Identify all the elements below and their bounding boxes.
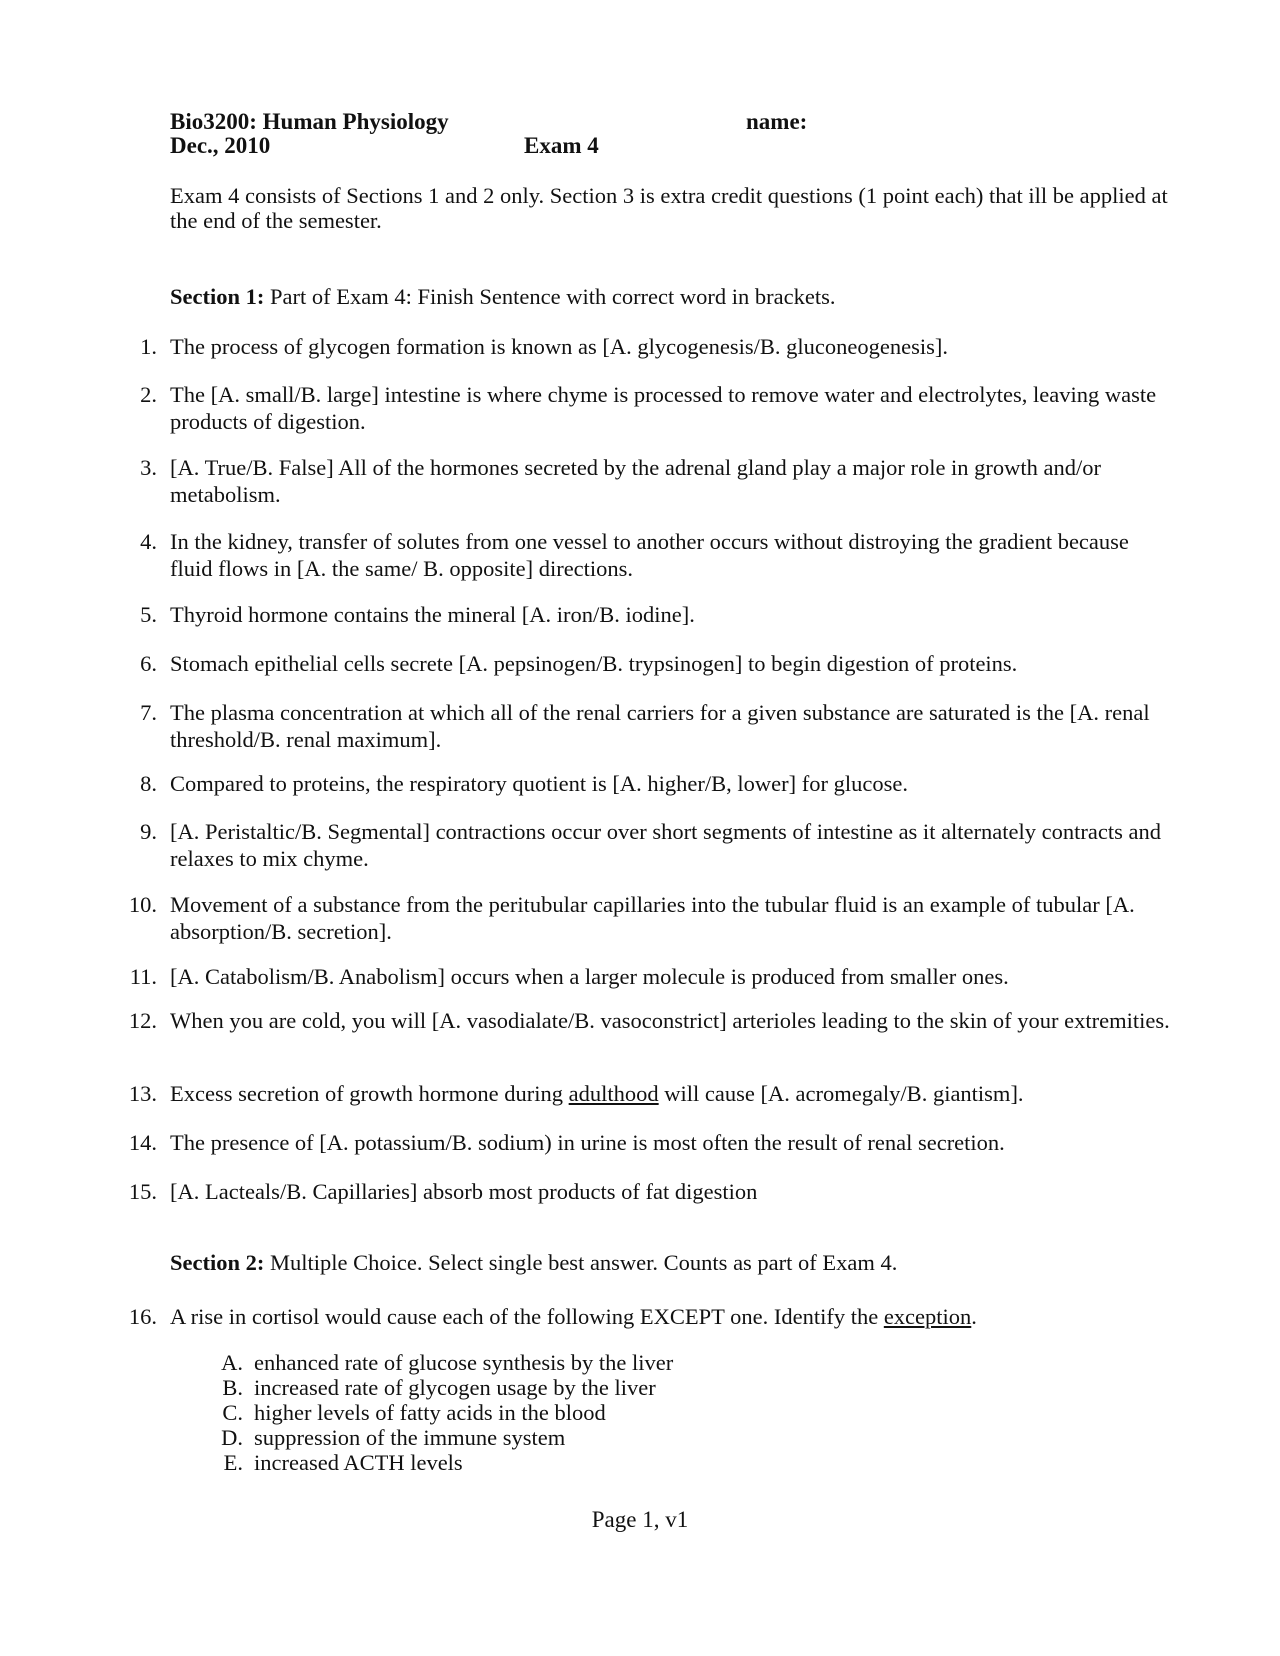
question-text: [A. True/B. False] All of the hormones secreted by the adrenal gland play a major role in growth and/or metabolism. [170,455,1102,507]
page-footer: Page 1, v1 [591,1507,689,1532]
section-2-label: Section 2: [170,1250,265,1275]
underlined-word: exception [883,1304,972,1329]
question-text-part: A rise in cortisol would cause each of the following EXCEPT one. Identify the [170,1304,884,1329]
choice-text: higher levels of fatty acids in the blood [254,1400,606,1425]
question-text: Compared to proteins, the respiratory quotient is [A. higher/B, lower] for glucose. [170,771,908,796]
question-text: Movement of a substance from the peritubular capillaries into the tubular fluid is an example of tubular [A. absorption/B. secretion]. [170,892,1135,944]
question-text-part: Excess secretion of growth hormone during [170,1081,569,1106]
name-label: name: [746,109,808,134]
question-number: 7. [140,700,157,725]
question-number: 6. [140,651,157,676]
exam-date: Dec., 2010 [170,133,271,158]
question-number: 14. [128,1130,157,1155]
question-text: The presence of [A. potassium/B. sodium) in urine is most often the result of renal secretion. [170,1130,1005,1155]
question-number: 9. [140,819,157,844]
section-1-instructions: Part of Exam 4: Finish Sentence with correct word in brackets. [264,284,836,309]
question-text: The process of glycogen formation is known as [A. glycogenesis/B. gluconeogenesis]. [170,334,948,359]
section-1-label: Section 1: [170,284,265,309]
question-number: 13. [128,1081,157,1106]
question-number: 15. [128,1179,157,1204]
question-text-part: will cause [A. acromegaly/B. giantism]. [658,1081,1024,1106]
question-number: 12. [128,1008,157,1033]
section-1-heading [170,284,835,310]
question-number: 4. [140,529,157,554]
question-text: Stomach epithelial cells secrete [A. pepsinogen/B. trypsinogen] to begin digestion of proteins. [170,651,1018,676]
question-text [170,1303,1170,1330]
question-text [170,1080,1170,1107]
question-text: [A. Catabolism/B. Anabolism] occurs when a larger molecule is produced from smaller ones. [170,964,1009,989]
exam-title: Exam 4 [524,133,599,158]
choice-text: enhanced rate of glucose synthesis by the liver [254,1350,674,1375]
question-text: When you are cold, you will [A. vasodialate/B. vasoconstrict] arterioles leading to the skin of your extremities. [170,1008,1170,1033]
question-number: 11. [129,964,157,989]
question-text: [A. Lacteals/B. Capillaries] absorb most products of fat digestion [170,1179,758,1204]
choice-letter: C. [222,1400,243,1425]
question-text-part: . [971,1304,977,1329]
question-text: In the kidney, transfer of solutes from one vessel to another occurs without distroying the gradient because fluid flows in [A. the same/ B. opposite] directions. [170,529,1129,581]
choice-text: increased rate of glycogen usage by the liver [254,1375,656,1400]
question-text: The [A. small/B. large] intestine is where chyme is processed to remove water and electrolytes, leaving waste products of digestion. [170,382,1157,434]
question-number: 16. [128,1304,157,1329]
choice-text: suppression of the immune system [254,1425,566,1450]
question-text: The plasma concentration at which all of the renal carriers for a given substance are saturated is the [A. renal threshold/B. renal maximum]. [170,700,1150,752]
question-text: [A. Peristaltic/B. Segmental] contractions occur over short segments of intestine as it alternately contracts and relaxes to mix chyme. [170,819,1161,871]
intro-paragraph: Exam 4 consists of Sections 1 and 2 only. Section 3 is extra credit questions (1 point each) that ill be applied at the end of the semester. [170,183,1168,233]
choice-text: increased ACTH levels [254,1450,463,1475]
question-number: 3. [140,455,157,480]
question-number: 5. [140,602,157,627]
question-number: 2. [140,382,157,407]
course-title: Bio3200: Human Physiology [170,109,449,134]
section-2-heading [170,1250,897,1276]
underlined-word: adulthood [568,1081,659,1106]
question-text: Thyroid hormone contains the mineral [A. iron/B. iodine]. [170,602,695,627]
question-number: 8. [140,771,157,796]
choice-letter: D. [221,1425,243,1450]
choice-letter: E. [223,1450,243,1475]
question-number: 10. [128,892,157,917]
section-2-instructions: Multiple Choice. Select single best answer. Counts as part of Exam 4. [264,1250,898,1275]
question-number: 1. [140,334,157,359]
choice-letter: B. [222,1375,243,1400]
choice-letter: A. [221,1350,243,1375]
